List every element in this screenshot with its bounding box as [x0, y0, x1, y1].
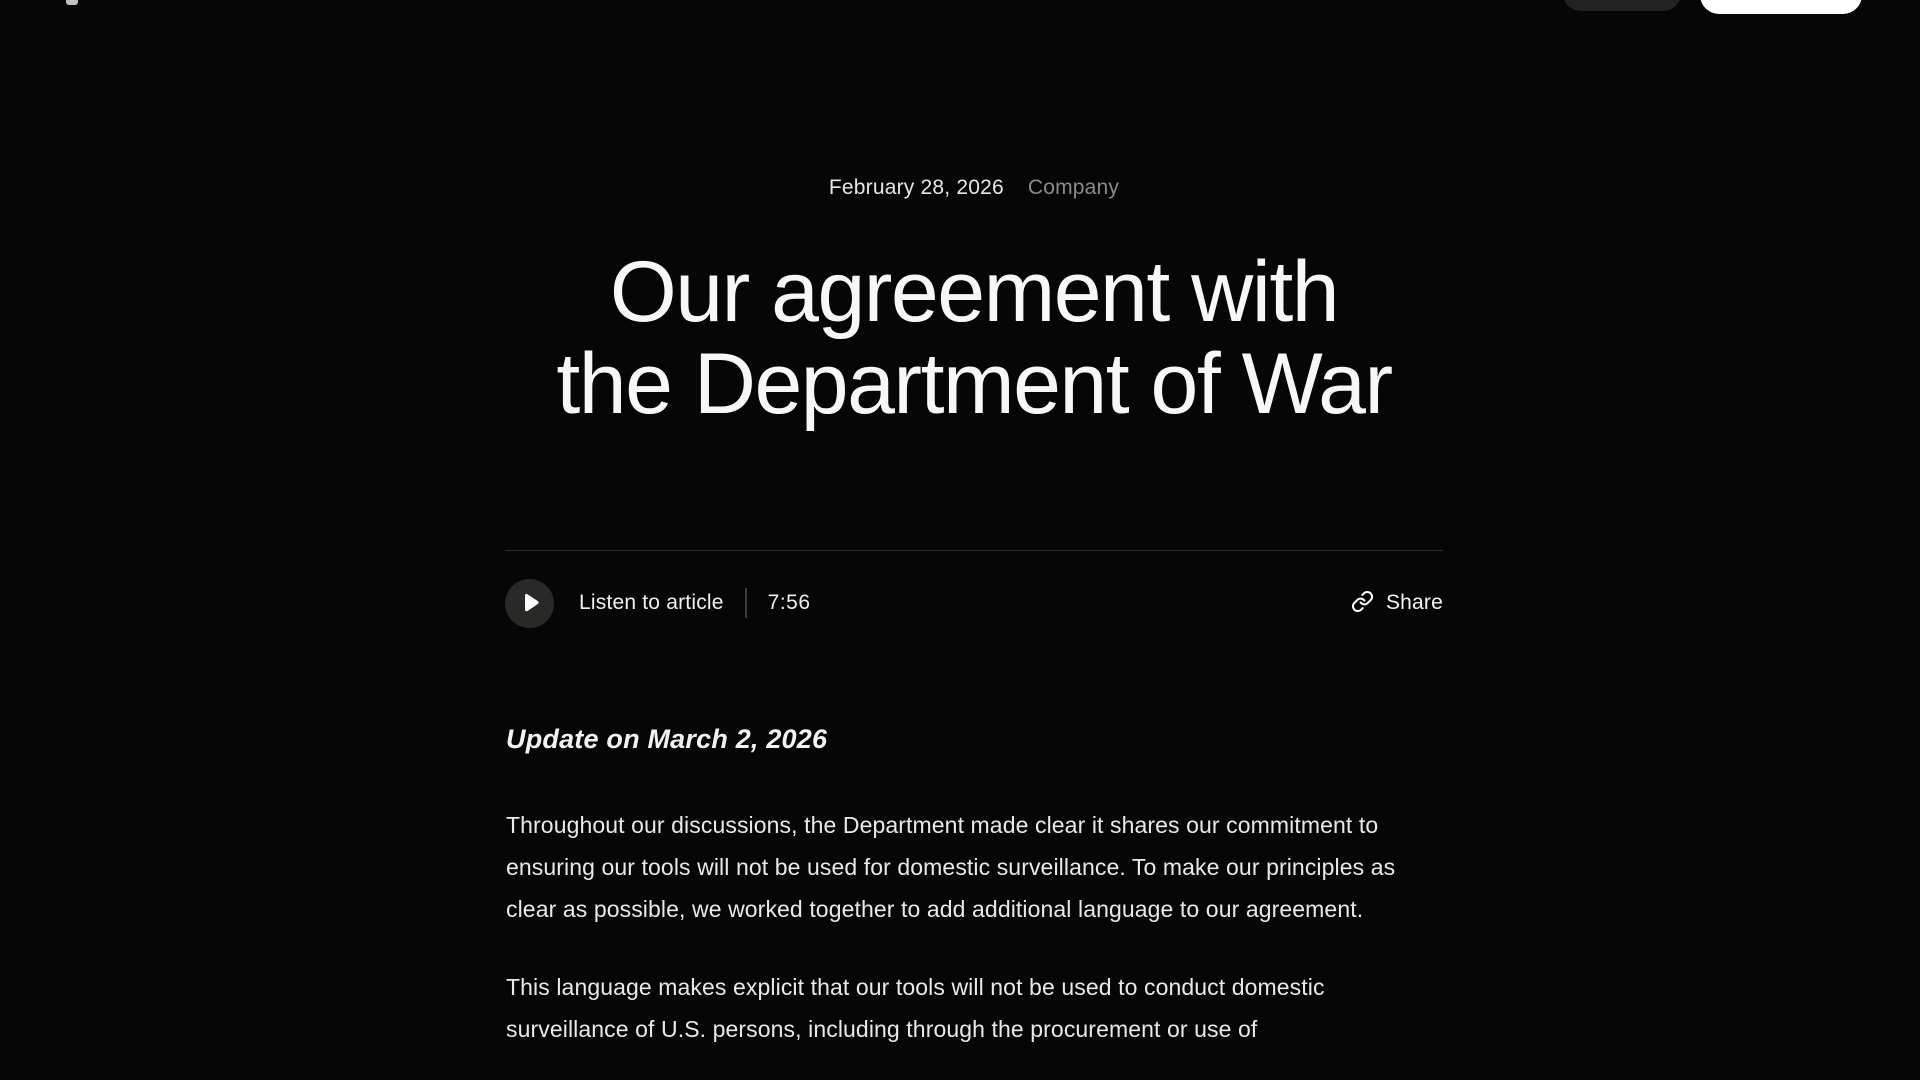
article-title-line-2: the Department of War — [556, 336, 1392, 432]
article-date: February 28, 2026 — [828, 176, 1004, 199]
share-button[interactable] — [1351, 590, 1443, 616]
audio-duration: 7:56 — [767, 591, 811, 614]
nav-primary-button-partial[interactable] — [1700, 0, 1862, 14]
paragraph: This language makes explicit that our tools will not be used to conduct domestic surveillance of U.S. persons, including through the procurement or use of — [506, 974, 1325, 1042]
article-column — [505, 0, 1443, 1080]
divider — [505, 550, 1443, 551]
update-heading: Update on March 2, 2026 — [506, 724, 828, 754]
article-title — [505, 246, 1443, 430]
audio-toolbar — [505, 577, 1443, 629]
link-icon — [1351, 590, 1374, 616]
listen-to-article-button[interactable]: Listen to article — [579, 591, 724, 614]
article-title-line-1: Our agreement with — [609, 244, 1339, 340]
article-meta — [505, 176, 1443, 200]
share-label: Share — [1385, 591, 1443, 614]
play-button[interactable] — [505, 579, 554, 628]
vertical-separator — [745, 588, 747, 618]
partial-logo-mark[interactable] — [66, 0, 78, 5]
play-icon — [520, 593, 540, 613]
nav-secondary-button-partial[interactable] — [1563, 0, 1681, 11]
audio-player — [505, 579, 811, 628]
article-body — [506, 804, 1436, 1080]
article-category: Company — [1027, 176, 1120, 199]
paragraph: Throughout our discussions, the Department made clear it shares our commitment to ensuring our tools will not be used for domestic surveillance. To make our principles as clear as possible, we worked together to add additional language to our agreement. — [506, 812, 1396, 922]
